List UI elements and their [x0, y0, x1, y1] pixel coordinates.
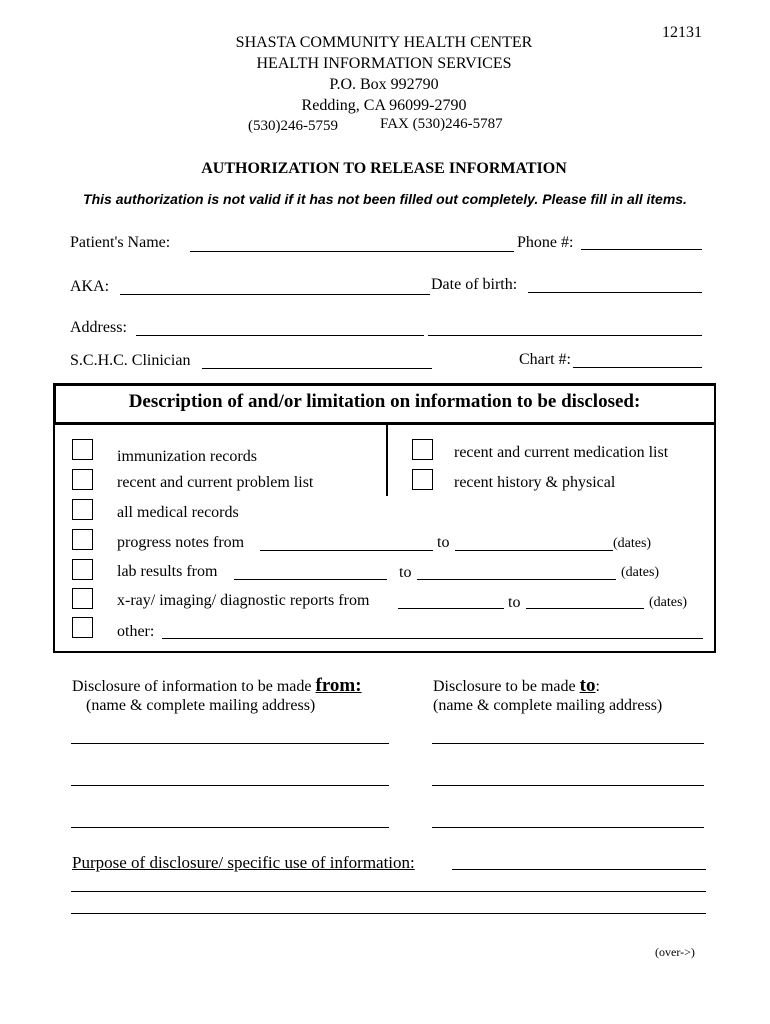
disclosure-to-colon: :	[595, 678, 600, 695]
progress-notes-to-line[interactable]	[455, 550, 613, 551]
lab-results-dates-label: (dates)	[621, 565, 660, 580]
xray-to-label: to	[508, 594, 521, 611]
lab-results-from-line[interactable]	[234, 579, 387, 580]
progress-notes-to-label: to	[437, 534, 450, 551]
problem-list-label: recent and current problem list	[117, 474, 314, 491]
xray-dates-label: (dates)	[649, 595, 688, 610]
disclosure-from-line-1[interactable]	[71, 743, 389, 744]
patient-name-label: Patient's Name:	[70, 234, 171, 251]
fax-number: FAX (530)246-5787	[380, 116, 503, 132]
other-checkbox[interactable]	[72, 617, 93, 638]
clinician-line[interactable]	[202, 368, 432, 369]
xray-from-line[interactable]	[398, 608, 504, 609]
aka-label: AKA:	[70, 278, 110, 295]
aka-line[interactable]	[120, 294, 430, 295]
po-box: P.O. Box 992790	[329, 76, 439, 93]
disclosure-from-heading	[72, 675, 362, 697]
purpose-line-3[interactable]	[71, 913, 706, 914]
disclosure-from-note: (name & complete mailing address)	[86, 697, 316, 714]
lab-results-to-label: to	[399, 564, 412, 581]
medication-list-label: recent and current medication list	[454, 444, 669, 461]
lab-results-checkbox[interactable]	[72, 559, 93, 580]
over-indicator: (over->)	[655, 945, 695, 959]
lab-results-label: lab results from	[117, 563, 218, 580]
purpose-label: Purpose of disclosure/ specific use of information:	[72, 853, 415, 872]
xray-to-line[interactable]	[526, 608, 644, 609]
city-address: Redding, CA 96099-2790	[301, 97, 467, 114]
phone-number: (530)246-5759	[248, 118, 338, 134]
disclosure-from-prefix: Disclosure of information to be made	[72, 678, 312, 695]
disclosure-from-line-2[interactable]	[71, 785, 389, 786]
address-line-2[interactable]	[428, 335, 702, 336]
form-title: AUTHORIZATION TO RELEASE INFORMATION	[201, 160, 567, 177]
dob-label: Date of birth:	[431, 276, 518, 293]
lab-results-to-line[interactable]	[417, 579, 616, 580]
address-label: Address:	[70, 319, 127, 336]
other-line[interactable]	[162, 638, 703, 639]
org-name: SHASTA COMMUNITY HEALTH CENTER	[235, 34, 533, 51]
purpose-line-1[interactable]	[452, 869, 706, 870]
address-line-1[interactable]	[136, 335, 424, 336]
chart-line[interactable]	[573, 367, 702, 368]
disclosure-from-line-3[interactable]	[71, 827, 389, 828]
xray-checkbox[interactable]	[72, 588, 93, 609]
phone-line[interactable]	[581, 249, 702, 250]
description-heading: Description of and/or limitation on information to be disclosed:	[128, 391, 641, 412]
progress-notes-checkbox[interactable]	[72, 529, 93, 550]
disclosure-to-prefix: Disclosure to be made	[433, 678, 576, 695]
disclosure-from-word: from:	[315, 675, 362, 696]
validity-notice: This authorization is not valid if it has not been filled out completely. Please fill in all items.	[83, 191, 687, 207]
problem-list-checkbox[interactable]	[72, 469, 93, 490]
phone-label: Phone #:	[517, 234, 574, 251]
all-records-checkbox[interactable]	[72, 499, 93, 520]
progress-notes-dates-label: (dates)	[613, 536, 652, 551]
history-physical-checkbox[interactable]	[412, 469, 433, 490]
dob-line[interactable]	[528, 292, 702, 293]
immunization-label: immunization records	[117, 448, 257, 465]
disclosure-to-note: (name & complete mailing address)	[433, 697, 663, 714]
progress-notes-label: progress notes from	[117, 534, 245, 551]
other-label: other:	[117, 623, 155, 640]
xray-label: x-ray/ imaging/ diagnostic reports from	[117, 592, 370, 609]
form-number: 12131	[662, 24, 702, 41]
history-physical-label: recent history & physical	[454, 474, 616, 491]
disclosure-to-line-3[interactable]	[432, 827, 704, 828]
disclosure-to-line-2[interactable]	[432, 785, 704, 786]
clinician-label: S.C.H.C. Clinician	[70, 352, 191, 369]
column-divider	[386, 425, 388, 496]
purpose-line-2[interactable]	[71, 891, 706, 892]
dept-name: HEALTH INFORMATION SERVICES	[256, 55, 512, 72]
all-records-label: all medical records	[117, 504, 239, 521]
immunization-checkbox[interactable]	[72, 439, 93, 460]
progress-notes-from-line[interactable]	[260, 550, 433, 551]
disclosure-to-word: to	[579, 675, 596, 696]
chart-label: Chart #:	[519, 351, 571, 368]
patient-name-line[interactable]	[190, 251, 514, 252]
disclosure-to-line-1[interactable]	[432, 743, 704, 744]
disclosure-to-heading	[433, 675, 600, 697]
medication-list-checkbox[interactable]	[412, 439, 433, 460]
description-heading-divider	[53, 422, 716, 425]
